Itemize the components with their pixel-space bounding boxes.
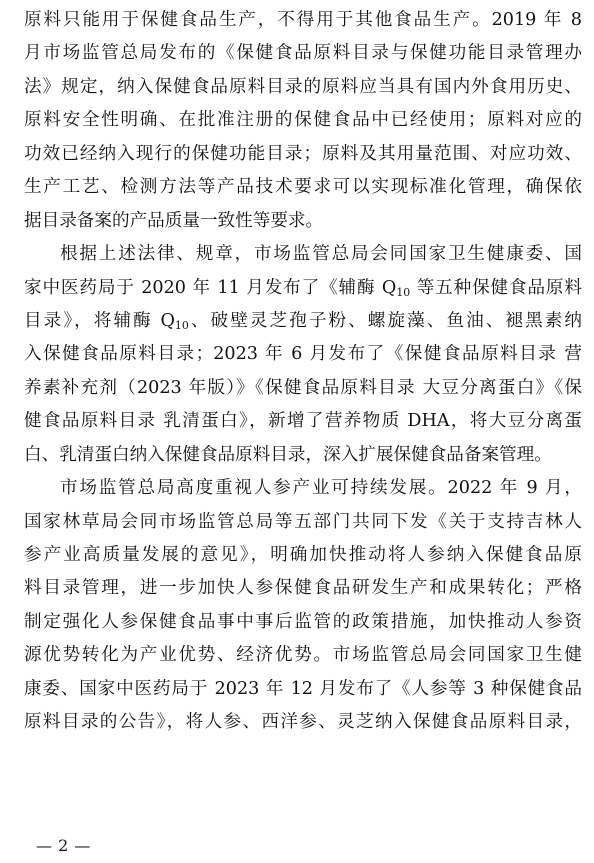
paragraph-2 — [24, 238, 582, 472]
text-line: 市场监管总局高度重视人参产业可持续发展。2022 年 9 月， — [60, 478, 582, 499]
text-line: 目录》，将辅酶 $Q_{10}$、破壁灵芝孢子粉、螺旋藻、鱼油、褪黑素纳 — [24, 310, 582, 332]
text-line: 康委、国家中医药局于 2023 年 12 月发布了《人参等 3 种保健食品 — [24, 678, 582, 699]
text-line: 参产业高质量发展的意见》，明确加快推动将人参纳入保健食品原 — [24, 545, 582, 565]
text-line: 生产工艺、检测方法等产品技术要求可以实现标准化管理，确保依 — [24, 177, 582, 198]
text-line: 白、乳清蛋白纳入保健食品原料目录，深入扩展保健食品备案管理。 — [24, 444, 552, 465]
document-page — [24, 4, 582, 740]
text-line: 入保健食品原料目录；2023 年 6 月发布了《保健食品原料目录 营 — [24, 344, 582, 365]
text-line: 原料安全性明确、在批准注册的保健食品中已经使用；原料对应的 — [24, 110, 582, 131]
text-line: 根据上述法律、规章，市场监管总局会同国家卫生健康委、国 — [60, 244, 582, 265]
text-line: 源优势转化为产业优势、经济优势。市场监管总局会同国家卫生健 — [24, 645, 582, 666]
text-line: 料目录管理，进一步加快人参保健食品研发生产和成果转化；严格 — [24, 578, 582, 599]
text-line: 据目录备案的产品质量一致性等要求。 — [24, 210, 324, 231]
text-line: 功效已经纳入现行的保健功能目录；原料及其用量范围、对应功效、 — [24, 143, 582, 164]
text-line: 国家林草局会同市场监管总局等五部门共同下发《关于支持吉林人 — [24, 511, 582, 532]
paragraph-3 — [24, 472, 582, 740]
text-line: 家中医药局于 2020 年 11 月发布了《辅酶 $Q_{10}$ 等五种保健食品原料 — [24, 277, 582, 299]
text-line: 原料目录的公告》，将人参、西洋参、灵芝纳入保健食品原料目录， — [24, 712, 582, 733]
paragraph-1 — [24, 4, 582, 238]
text-line: 原料只能用于保健食品生产，不得用于其他食品生产。2019 年 8 — [24, 10, 582, 30]
text-line: 月市场监管总局发布的《保健食品原料目录与保健功能目录管理办 — [24, 43, 582, 64]
text-line: 健食品原料目录 乳清蛋白》，新增了营养物质 DHA，将大豆分离蛋 — [24, 411, 582, 432]
page-number: — 2 — — [36, 836, 91, 855]
text-line: 法》规定，纳入保健食品原料目录的原料应当具有国内外食用历史、 — [24, 76, 582, 97]
text-line: 制定强化人参保健食品事中事后监管的政策措施，加快推动人参资 — [24, 611, 582, 632]
text-line: 养素补充剂（2023 年版）》《保健食品原料目录 大豆分离蛋白》《保 — [24, 377, 582, 398]
